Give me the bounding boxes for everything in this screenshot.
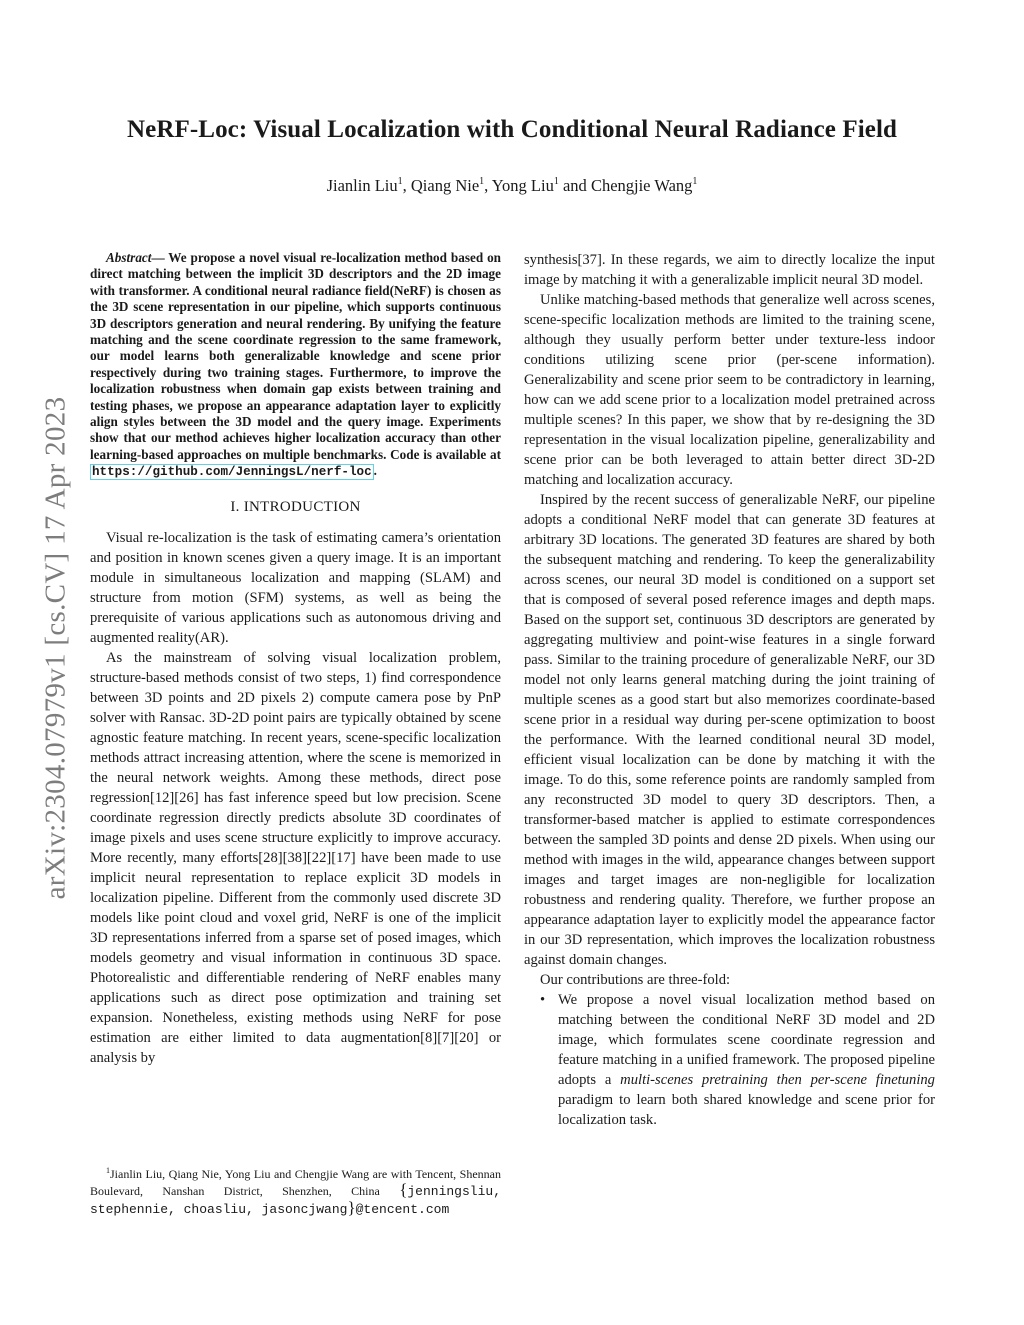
author-affiliation-marker: 1 — [479, 176, 485, 187]
abstract-label: Abstract — [106, 250, 152, 265]
author-name: Jianlin Liu — [326, 176, 398, 195]
author-affiliation-marker: 1 — [692, 176, 698, 187]
abstract-end: . — [373, 463, 377, 479]
right-column — [524, 250, 935, 1130]
author-affiliation-marker: 1 — [397, 176, 403, 187]
body-paragraph: Visual re-localization is the task of estimating camera’s orientation and position in known scenes given a query image. It is an important module in simultaneous localization and mapping (SLAM) and structure from motion (SFM) systems, as well as being the prerequisite of various applications such as autonomous driving and augmented reality(AR). — [90, 529, 501, 646]
author-list — [0, 176, 1024, 196]
footnote-marker: 1 — [106, 1166, 110, 1175]
code-link[interactable]: https://github.com/JenningsL/nerf-loc — [92, 465, 372, 480]
author-name: Yong Liu — [491, 176, 554, 195]
body-paragraph: Unlike matching-based methods that generalize well across scenes, scene-specific localization methods are limited to the training scene, although they usually perform better under texture-less indoor conditions utilizing scene prior (per-scene information). Generalizability and scene prior seem to be contradictory in learning, how can we add scene prior to a localization model pretrained across multiple scenes? In this paper, we show that by re-designing the 3D representation in the visual localization pipeline, generalizability and scene prior can be both leveraged to attain better direct 3D-2D matching and localization accuracy. — [524, 292, 935, 488]
arxiv-identifier: arXiv:2304.07979v1 [cs.CV] 17 Apr 2023 — [39, 396, 72, 900]
list-item-text: We propose a novel visual localization method based on matching between the conditional NeRF 3D model and 2D image, which formulates scene coordinate regression and feature matching in a unified framework. The proposed pipeline adopts a — [558, 992, 935, 1088]
author-separator: , — [484, 176, 492, 195]
footnote-brace-close: } — [347, 1198, 356, 1217]
body-paragraph: Inspired by the recent success of generalizable NeRF, our pipeline adopts a conditional NeRF model that can generate 3D features at arbitrary 3D locations. The generated 3D features are shared by both the subsequent matching and rendering. To keep the generalizability across scenes, our neural 3D model is conditioned on a support set that is composed of several posed reference images and depth maps. Based on the support set, continuous 3D descriptors are generated by aggregating multiview and point-wise features in a single forward pass. Similar to the training procedure of generalizable NeRF, our 3D model not only learns general matching during the joint training of multiple scenes as a good start but also memorizes coordinate-based scene prior in a residual way during per-scene optimization to boost the performance. With the learned conditional neural 3D model, efficient visual localization can be done by matching it with the image. To do this, some reference points are randomly sampled from any reconstructed 3D model to query 3D descriptors. Then, a transformer-based matcher is applied to estimate correspondences between the sampled 3D points and dense 2D pixels. When using our method with images in the wild, appearance changes between support images and target images are non-negligible for localization robustness and rendering quality. Therefore, we further propose an appearance adaptation layer to explicitly model the appearance factor in our 3D representation, which improves the localization robustness against domain changes. — [524, 492, 935, 968]
author-separator: , — [402, 176, 411, 195]
list-item-text-end: paradigm to learn both shared knowledge and scene prior for localization task. — [558, 1092, 935, 1128]
author-affiliation-marker: 1 — [553, 176, 559, 187]
footnote — [90, 1166, 501, 1218]
body-paragraph: As the mainstream of solving visual localization problem, structure-based methods consist of two steps, 1) find correspondence between 3D points and 2D pixels 2) compute camera pose by PnP solver with Ransac. 3D-2D point pairs are typically obtained by scene agnostic feature matching. In recent years, scene-specific localization methods attract increasing attention, where the scene is memorized in the neural network weights. Among these methods, direct pose regression[12][26] has fast inference speed but low precision. Scene coordinate regression directly predicts absolute 3D coordinates of image pixels and uses scene structure explicitly to improve accuracy. More recently, many efforts[28][38][22][17] have been made to use implicit neural representation to replace explicit 3D models in localization pipeline. Different from the commonly used discrete 3D models like point cloud and voxel grid, NeRF is one of the implicit 3D representations inferred from a sparse set of posed images, which models geometry and visual information in continuous 3D space. Photorealistic and differentiable rendering of NeRF enables many applications such as direct pose optimization and training set expansion. Nonetheless, existing methods using NeRF for pose estimation are either limited to data augmentation[8][7][20] or analysis by — [90, 649, 501, 1066]
list-item-emphasis: multi-scenes pretraining then per-scene finetuning — [620, 1072, 935, 1088]
abstract-dash: — — [151, 250, 165, 265]
contribution-list — [524, 990, 935, 1130]
author-separator: and — [558, 176, 591, 195]
paper-title: NeRF-Loc: Visual Localization with Conditional Neural Radiance Field — [127, 116, 897, 143]
bullet-icon: • — [540, 992, 546, 1008]
body-paragraph: Our contributions are three-fold: — [540, 972, 731, 988]
abstract — [90, 250, 501, 481]
left-column — [90, 250, 501, 1068]
section-heading: I. INTRODUCTION — [230, 498, 361, 515]
footnote-text: Jianlin Liu, Qiang Nie, Yong Liu and Chengjie Wang are with Tencent, Shennan Boulevard, Nanshan District, Shenzhen, China — [90, 1167, 501, 1198]
footnote-domain: @tencent.com — [355, 1202, 450, 1217]
body-paragraph-continued: synthesis[37]. In these regards, we aim to directly localize the input image by matching it with a generalizable implicit neural 3D model. — [524, 252, 935, 288]
author-name: Qiang Nie — [410, 176, 480, 195]
footnote-emails: jenningsliu, stephennie, choasliu, jasoncjwang — [90, 1184, 501, 1217]
footnote-brace-open: { — [399, 1180, 408, 1199]
author-name: Chengjie Wang — [590, 176, 693, 195]
list-item — [524, 990, 935, 1130]
abstract-body: We propose a novel visual re-localization method based on direct matching between the implicit 3D descriptors and the 2D image with transformer. A conditional neural radiance field(NeRF) is chosen as the 3D scene representation in our pipeline, which supports continuous 3D descriptors generation and neural rendering. By unifying the feature matching and the scene coordinate regression to the same framework, our model learns both generalizable knowledge and scene prior respectively during two training stages. Furthermore, to improve the localization robustness when domain gap exists between training and testing phases, we propose an appearance adaptation layer to explicitly align styles between the 3D model and the query image. Experiments show that our method achieves higher localization accuracy than other learning-based approaches on multiple benchmarks. Code is available at — [90, 250, 501, 462]
